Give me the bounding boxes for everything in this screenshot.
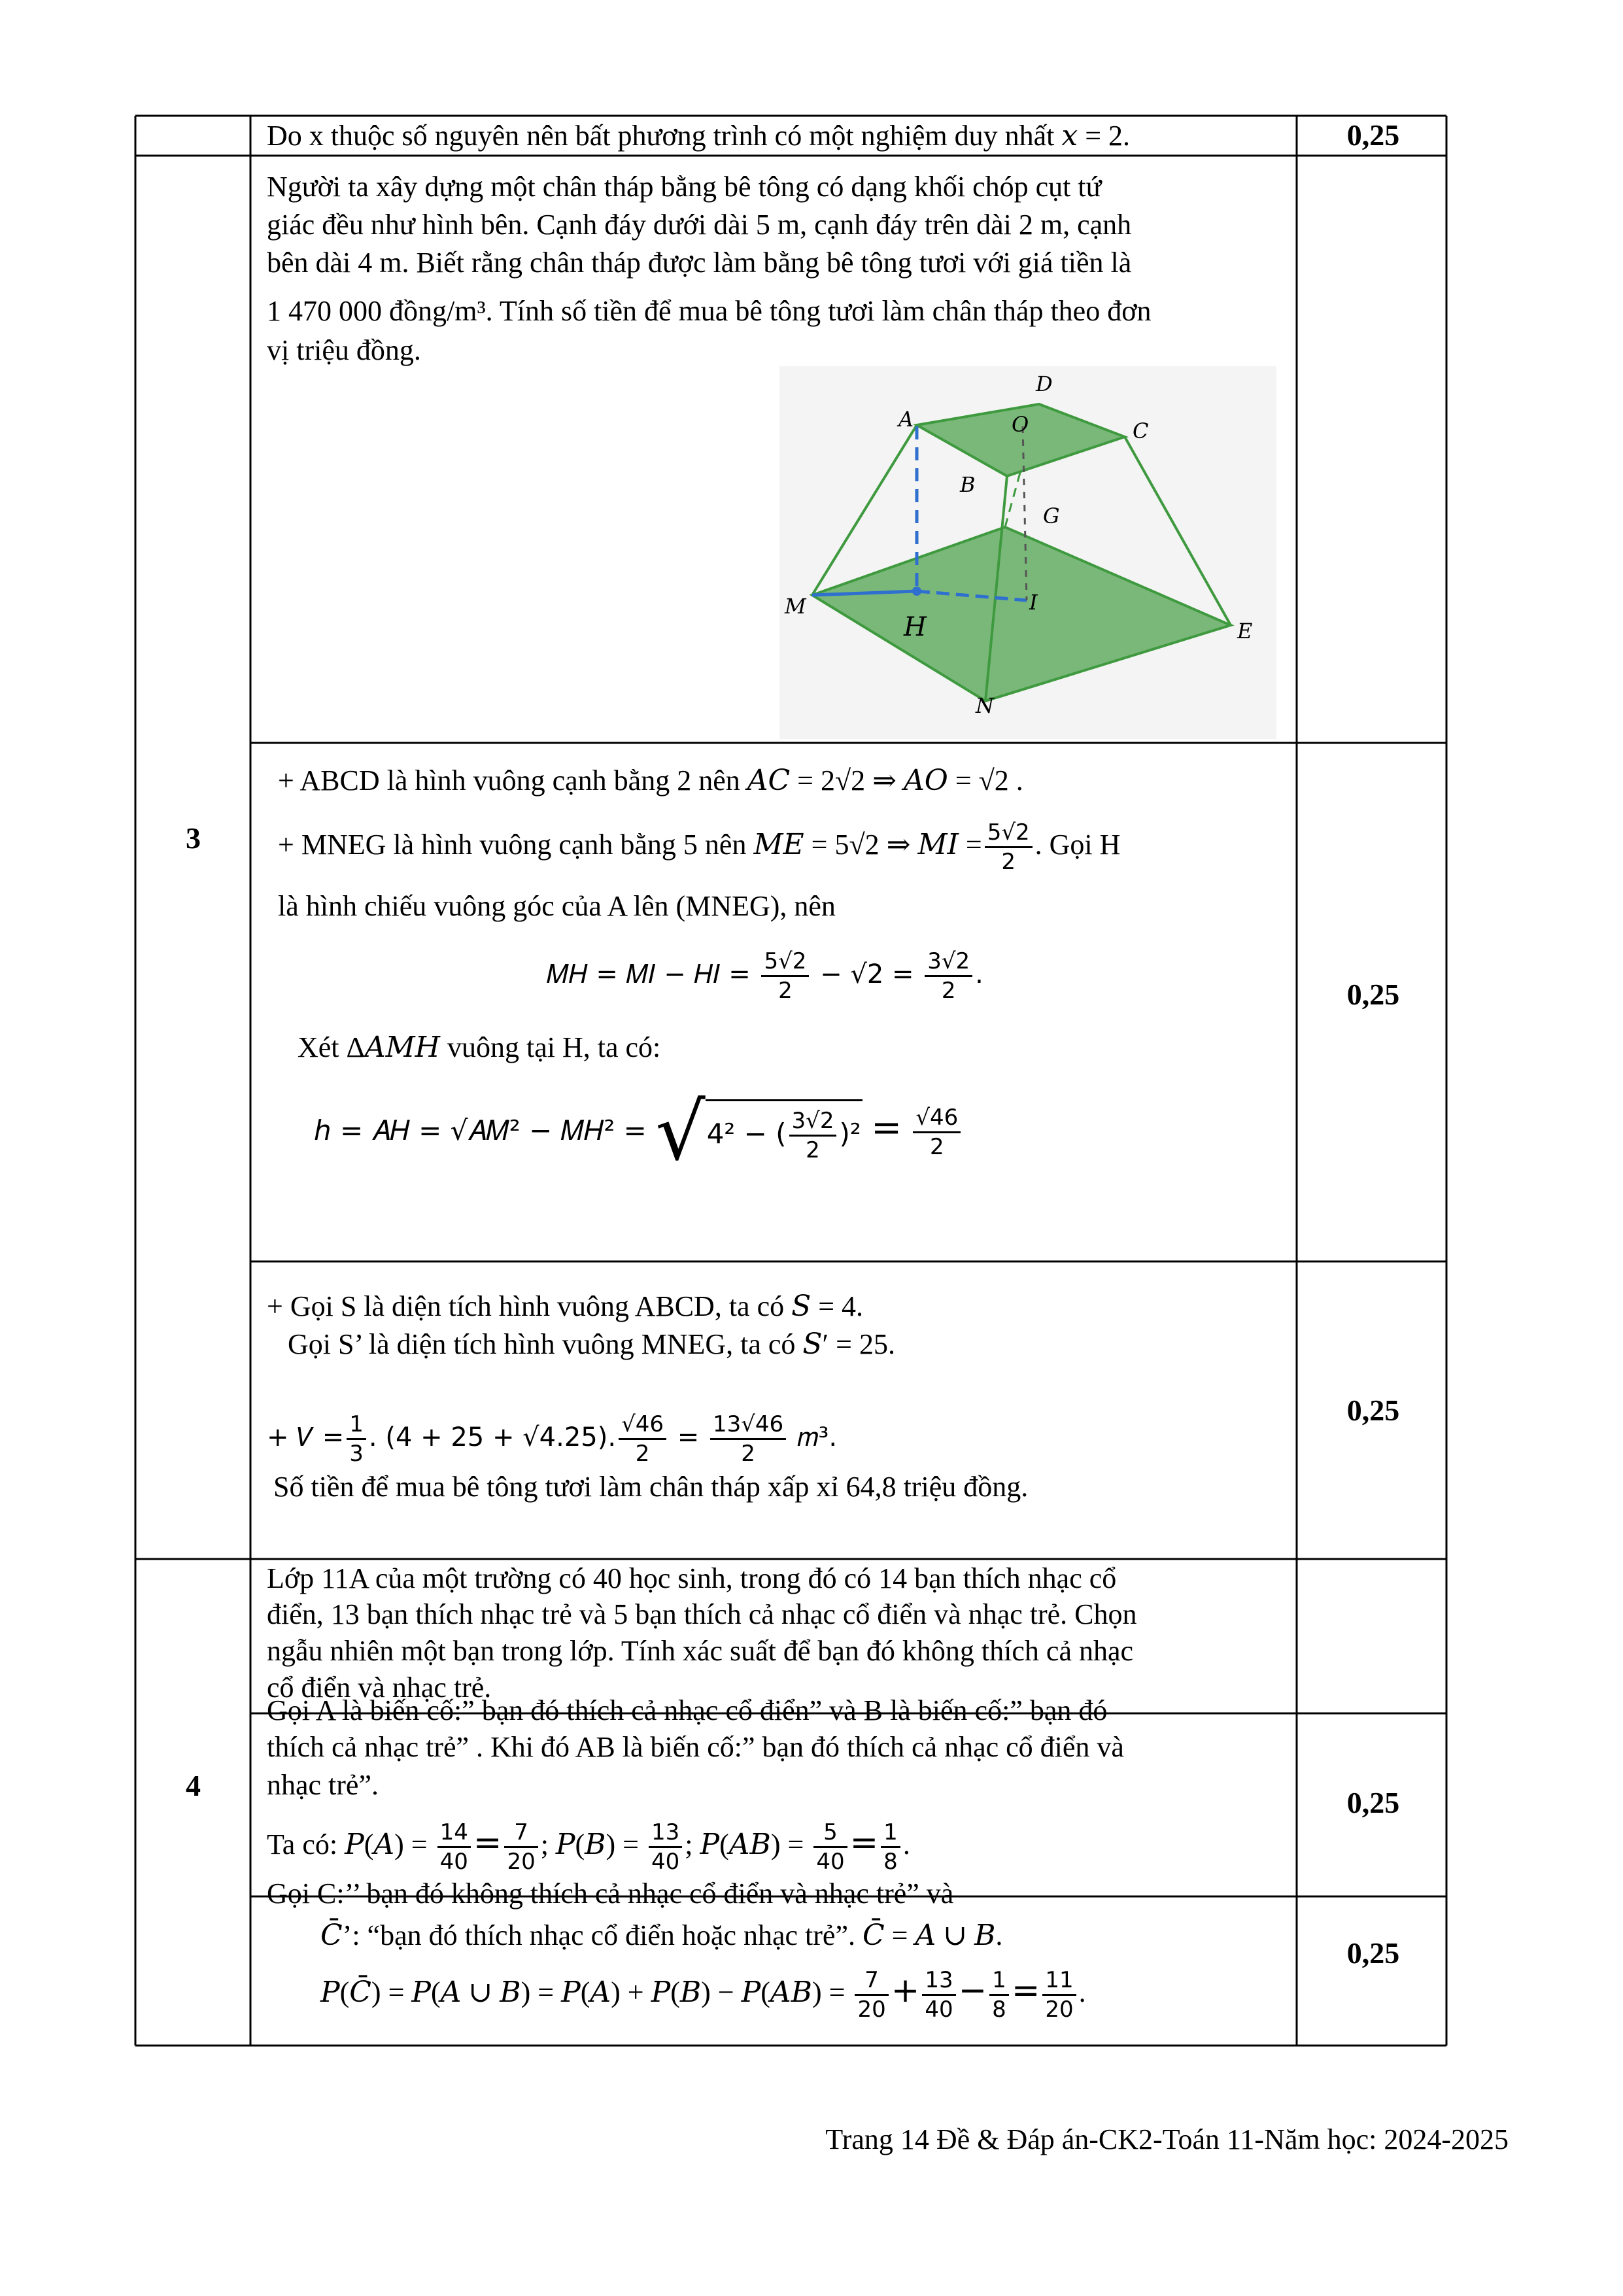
probability-line: Ta có: 𝑃(𝐴) = $\frac{14}{40}$ = $\frac{7}{20}$ ; 𝑃(𝐵) = $\frac{13}{40}$ ; 𝑃(𝐴𝐵) = $\frac{5}{40}$ = $\frac{1}{8}$ . <box>267 1819 910 1876</box>
step2-line4: Số tiền để mua bê tông tươi làm chân tháp xấp xỉ 64,8 triệu đồng. <box>273 1471 1029 1503</box>
fraction: $\frac{5√2}{2}$ <box>985 819 1033 876</box>
q4-step1-line1: Gọi A là biến cố:” bạn đó thích cả nhạc cổ điển” và B là biến cố:” bạn đó <box>267 1694 1108 1726</box>
fraction: $\frac{7}{20}$ <box>504 1819 538 1876</box>
problem-line: ngẫu nhiên một bạn trong lớp. Tính xác suất để bạn đó không thích cả nhạc <box>267 1635 1134 1667</box>
fraction: $\frac{1}{3}$ <box>347 1411 366 1467</box>
label-a: A <box>898 407 914 432</box>
q4-step2-line2: 𝐶̄’: “bạn đó thích nhạc cổ điển hoặc nhạc trẻ”. 𝐶̄ = 𝐴 ∪ 𝐵. <box>320 1919 1003 1951</box>
fraction: $\frac{5√2}{2}$ <box>761 948 809 1004</box>
fraction: $\frac{13}{40}$ <box>649 1819 682 1876</box>
page-footer: Trang 14 Đề & Đáp án-CK2-Toán 11-Năm học: 2024-2025 <box>825 2123 1509 2155</box>
label-h: H <box>904 612 927 642</box>
frustum-figure <box>779 366 1276 739</box>
fraction: $\frac{1}{8}$ <box>881 1819 900 1876</box>
fraction: $\frac{11}{20}$ <box>1042 1966 1076 2023</box>
fraction: $\frac{5}{40}$ <box>813 1819 847 1876</box>
q4-complement-equation: 𝑃(𝐶̄) = 𝑃(𝐴 ∪ 𝐵) = 𝑃(𝐴) + 𝑃(𝐵) − 𝑃(𝐴𝐵) = $\frac{7}{20}$ + $\frac{13}{40}$ − $\frac{1}{8}$ = $\frac{11}{20}$ . <box>320 1967 1086 2023</box>
point-h <box>912 587 921 596</box>
question-number-3: 3 <box>186 821 201 855</box>
label-m: M <box>785 594 806 619</box>
xet-line: Xét Δ𝐴𝑀𝐻 vuông tại H, ta có: <box>298 1031 661 1063</box>
label-n: N <box>976 693 994 718</box>
step2-line1: + Gọi S là diện tích hình vuông ABCD, ta có 𝑆 = 4. <box>267 1290 864 1322</box>
problem-line: 1 470 000 đồng/m³. Tính số tiền để mua bê tông tươi làm chân tháp theo đơn <box>267 295 1152 327</box>
label-e: E <box>1237 619 1253 643</box>
step1-line3: là hình chiếu vuông góc của A lên (MNEG), nên <box>278 890 836 922</box>
q3-step1-score: 0,25 <box>1346 978 1400 1011</box>
problem-line: cổ điển và nhạc trẻ. <box>267 1671 492 1704</box>
volume-equation: + 𝑉 = $\frac{1}{3}$ . (4 + 25 + √4.25). $\frac{√46}{2}$ = $\frac{13√46}{2}$ 𝑚³. <box>267 1411 838 1467</box>
q3-step2-score: 0,25 <box>1346 1394 1400 1427</box>
label-b: B <box>960 472 976 497</box>
mh-equation: 𝑀𝐻 = 𝑀𝐼 − 𝐻𝐼 = $\frac{5√2}{2}$ − √2 = $\frac{3√2}{2}$ . <box>547 948 983 1004</box>
row1-score: 0,25 <box>1346 118 1400 152</box>
label-c: C <box>1133 419 1149 443</box>
fraction: $\frac{14}{40}$ <box>437 1819 471 1876</box>
fraction: $\frac{√46}{2}$ <box>619 1411 666 1467</box>
q4-step1-line3: nhạc trẻ”. <box>267 1769 379 1801</box>
question-number-4: 4 <box>186 1769 201 1802</box>
problem-line: điển, 13 bạn thích nhạc trẻ và 5 bạn thích cả nhạc cổ điển và nhạc trẻ. Chọn <box>267 1598 1137 1630</box>
fraction: $\frac{√46}{2}$ <box>913 1104 961 1161</box>
fraction: $\frac{3√2}{2}$ <box>789 1107 837 1164</box>
label-g: G <box>1043 504 1060 528</box>
q4-step2-score: 0,25 <box>1346 1936 1400 1970</box>
q4-step1-score: 0,25 <box>1346 1786 1400 1819</box>
problem-line: vị triệu đồng. <box>267 334 421 366</box>
step1-line2-a: + MNEG là hình vuông cạnh bằng 5 nên 𝑀𝐸 = 5√2 ⇒ 𝑀𝐼 = <box>278 829 982 861</box>
row1-text: Do x thuộc số nguyên nên bất phương trình có một nghiệm duy nhất 𝑥 = 2. <box>267 120 1131 152</box>
q4-step2-line1: Gọi C:’’ bạn đó không thích cả nhạc cổ điển và nhạc trẻ” và <box>267 1877 954 1910</box>
problem-line: Lớp 11A của một trường có 40 học sinh, trong đó có 14 bạn thích nhạc cổ <box>267 1562 1117 1594</box>
step1-line2-b: . Gọi H <box>1034 829 1121 861</box>
label-o: O <box>1012 412 1029 437</box>
fraction: $\frac{1}{8}$ <box>989 1966 1009 2023</box>
problem-line: Người ta xây dựng một chân tháp bằng bê tông có dạng khối chóp cụt tứ <box>267 171 1102 203</box>
fraction: $\frac{7}{20}$ <box>855 1966 888 2023</box>
q4-step1-line2: thích cả nhạc trẻ” . Khi đó AB là biến cố:” bạn đó thích cả nhạc cổ điển và <box>267 1731 1124 1763</box>
label-d: D <box>1036 371 1053 396</box>
fraction: $\frac{3√2}{2}$ <box>925 948 972 1004</box>
fraction: $\frac{13}{40}$ <box>922 1966 955 2023</box>
step2-line2: Gọi S’ là diện tích hình vuông MNEG, ta có 𝑆′ = 25. <box>288 1328 895 1360</box>
h-equation: ℎ = 𝐴𝐻 = √𝐴𝑀² − 𝑀𝐻² = √4² − ( $\frac{3√2}{2}$ )² = $\frac{√46}{2}$ <box>314 1079 963 1182</box>
fraction: $\frac{13√46}{2}$ <box>710 1411 786 1467</box>
problem-line: giác đều như hình bên. Cạnh đáy dưới dài 5 m, cạnh đáy trên dài 2 m, cạnh <box>267 209 1132 241</box>
label-i: I <box>1029 590 1038 615</box>
step1-line1: + ABCD là hình vuông cạnh bằng 2 nên 𝐴𝐶 = 2√2 ⇒ 𝐴𝑂 = √2 . <box>278 764 1023 797</box>
problem-line: bên dài 4 m. Biết rằng chân tháp được làm bằng bê tông tươi với giá tiền là <box>267 247 1132 279</box>
step1-line2 <box>278 819 1120 876</box>
